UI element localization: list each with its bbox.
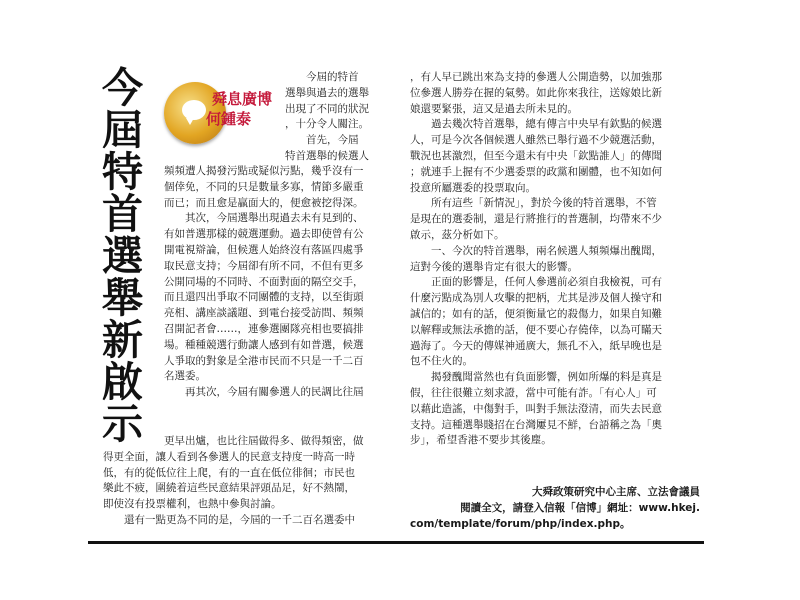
text-line: 以解釋或無法承擔的話，便不要心存僥倖，以為可瞞天 xyxy=(410,323,662,336)
text-line: 一、今次的特首選舉，兩名候選人頻頻爆出醜聞， xyxy=(431,244,662,257)
text-line: 以藉此造謠，中傷對手，叫對手無法澄清，而失去民意 xyxy=(410,402,662,415)
read-more-line-1: 閱讀全文，請登入信報「信博」網址：www.hkej. xyxy=(460,502,700,514)
author-signature: 大舜政策研究中心主席、立法會議員 xyxy=(532,486,700,498)
text-line: 過去幾次特首選舉，總有傳言中央早有欽點的候選 xyxy=(431,118,662,131)
headline: 今屆特首選舉新啟示 xyxy=(95,66,143,444)
text-line: 公開同場的不同時、不面對面的隔空交手， xyxy=(164,275,364,288)
text-line: 出現了不同的狀況 xyxy=(285,102,369,115)
text-line: 包不住火的。 xyxy=(410,355,473,368)
text-line: 即使沒有投票權利，也熱中參與討論。 xyxy=(103,498,282,511)
text-line: 支持。這種選舉賤招在台灣屢見不鮮，台語稱之為「奧 xyxy=(410,418,662,431)
text-line: 人，可是今次各個候選人雖然已舉行過不少競選活動， xyxy=(410,134,662,147)
text-line: 取民意支持；今屆卻有所不同，不但有更多 xyxy=(164,259,364,272)
text-line: 開電視辯論，但候選人始終沒有落區四處爭 xyxy=(164,243,364,256)
column-1-bottom xyxy=(103,434,396,529)
text-line: 而已；而且愈是贏面大的，便愈被挖得深。 xyxy=(164,196,364,209)
text-line: 召開記者會……，連參選團隊亮相也要搞排 xyxy=(164,322,364,335)
text-line: 娘還要緊張，這又是過去所未見的。 xyxy=(410,102,578,115)
text-line: 還有一點更為不同的是，今屆的一千二百名選委中 xyxy=(124,513,355,526)
text-line: 更早出爐，也比往屆做得多、做得頻密，做 xyxy=(164,435,364,447)
text-line: 樂此不疲，圍繞着這些民意結果評頭品足，好不熱鬧， xyxy=(103,482,355,495)
text-line: 再其次，今屆有關參選人的民調比往屆 xyxy=(185,386,364,399)
text-line: ，十分令人關注。 xyxy=(285,118,369,131)
text-line: 而且還四出爭取不同團體的支持，以至街頭 xyxy=(164,291,364,304)
text-line: 今屆的特首 xyxy=(306,71,359,83)
text-line: ；就連手上握有不少選委票的政黨和團體，也不知如何 xyxy=(410,165,662,178)
text-line: 步」，希望香港不要步其後塵。 xyxy=(410,434,552,447)
byline-org-name: 舜息廣博 xyxy=(212,90,273,108)
text-line: 誠信的；如有的話，便須衡量它的殺傷力，如果自知難 xyxy=(410,307,662,320)
text-line: 這對今後的選舉肯定有很大的影響。 xyxy=(410,260,578,273)
column-1-main xyxy=(164,164,396,401)
text-line: 頻頻遭人揭發污點或疑似污點，幾乎沒有一 xyxy=(164,165,364,177)
text-line: 得更全面，讓人看到各參選人的民意支持度一時高一時 xyxy=(103,450,355,463)
text-line: 位參選人勝券在握的氣勢。如此你來我往，送嫁娘比新 xyxy=(410,86,662,99)
text-line: 投意所屬選委的投票取向。 xyxy=(410,181,536,194)
text-line: 特首選舉的候選人 xyxy=(285,149,369,162)
column-1-top xyxy=(285,70,395,165)
text-line: 是現在的選委制，還是行將推行的普選制，均帶來不少 xyxy=(410,213,662,226)
bottom-divider xyxy=(88,541,704,544)
text-line: 場。種種競選行動讓人感到有如普選，候選 xyxy=(164,338,364,351)
text-line: 正面的影響是，任何人參選前必須自我檢視，可有 xyxy=(431,276,662,289)
text-line: 啟示，茲分析如下。 xyxy=(410,228,505,241)
text-line: 其次，今屆選舉出現過去未有見到的、 xyxy=(185,212,364,225)
text-line: 首先，今屆 xyxy=(306,134,359,147)
text-line: 選舉與過去的選舉 xyxy=(285,86,369,99)
text-line: 人爭取的對象是全港市民而不只是一千二百 xyxy=(164,354,364,367)
text-line: 有如普選那樣的競選運動。過去即使曾有公 xyxy=(164,228,364,241)
text-line: ，有人早已跳出來為支持的參選人公開造勢，以加強那 xyxy=(410,71,662,83)
text-line: 戰況也甚激烈，但至今還未有中央「欽點誰人」的傳聞 xyxy=(410,149,662,162)
text-line: 名選委。 xyxy=(164,370,206,383)
text-line: 所有這些「新情況」，對於今後的特首選舉，不管 xyxy=(431,197,657,210)
speech-bubble-icon xyxy=(182,100,206,120)
text-line: 過海了。今天的傳媒神通廣大，無孔不入，紙早晚也是 xyxy=(410,339,662,352)
column-2 xyxy=(410,70,700,449)
text-line: 假，往往很難立刻求證，當中可能有詐。「有心人」可 xyxy=(410,386,657,399)
text-line: 什麼污點成為別人攻擊的把柄，尤其是涉及個人操守和 xyxy=(410,292,662,305)
text-line: 揭發醜聞當然也有負面影響，例如所爆的料是真是 xyxy=(431,371,662,384)
text-line: 低，有的從低位往上爬，有的一直在低位徘徊；市民也 xyxy=(103,466,355,479)
text-line: 亮相、講座談議題、到電台接受訪問、頻頻 xyxy=(164,307,364,320)
read-more-line-2: com/template/forum/php/index.php。 xyxy=(410,518,631,530)
text-line: 個倖免，不同的只是數量多寡，情節多嚴重 xyxy=(164,180,364,193)
byline-author: 何鍾泰 xyxy=(206,110,252,128)
byline-badge xyxy=(160,72,274,168)
